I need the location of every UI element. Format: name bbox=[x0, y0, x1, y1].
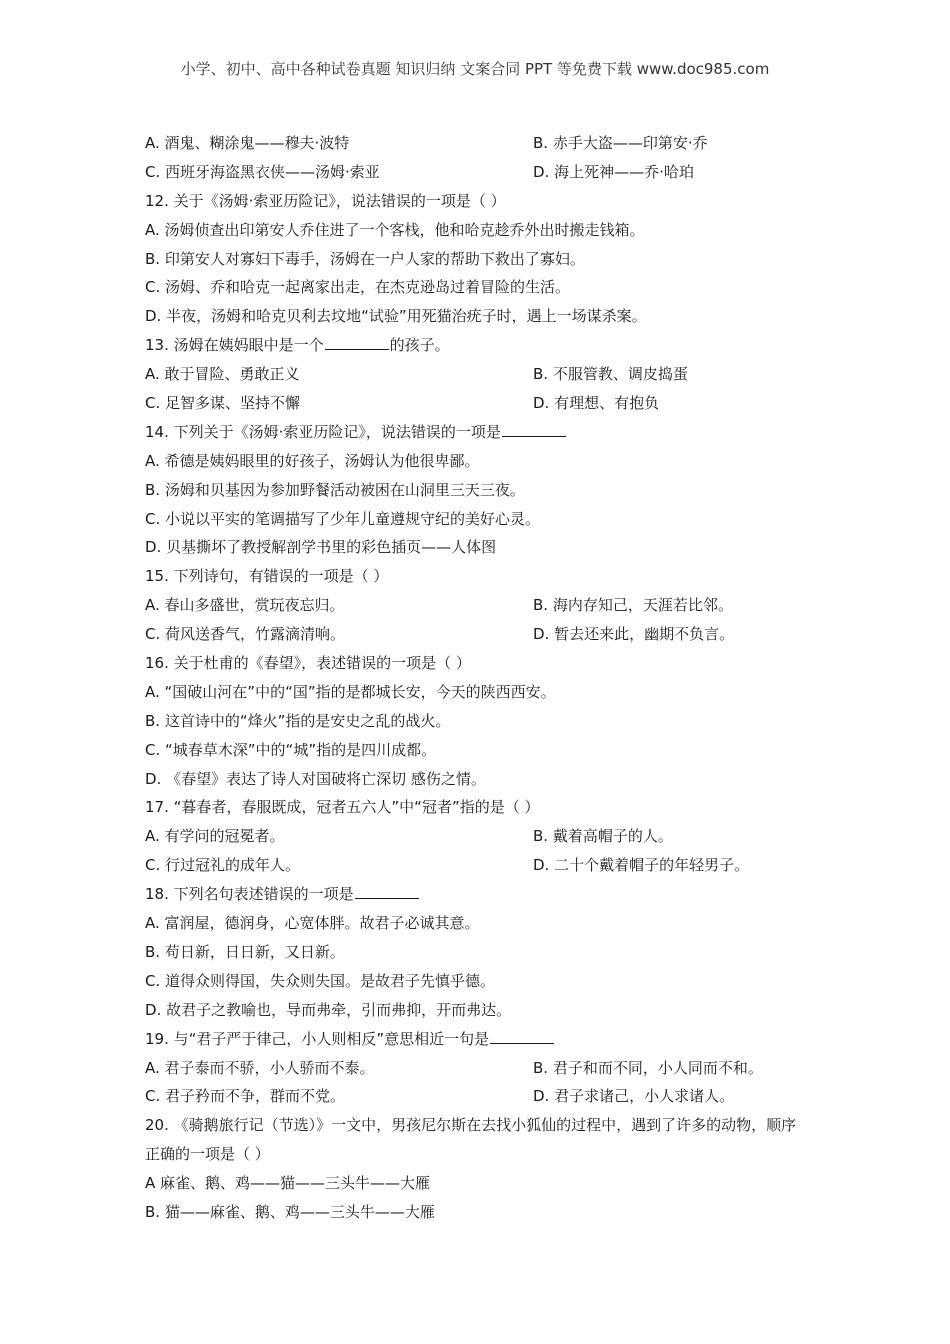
option: C. 君子矜而不争，群而不党。 bbox=[145, 1087, 346, 1106]
option: C. 西班牙海盗黑衣侠——汤姆·索亚 bbox=[145, 162, 380, 181]
option: A 麻雀、鹅、鸡——猫——三头牛——大雁 bbox=[145, 1174, 431, 1193]
option-row bbox=[145, 822, 805, 851]
option: B. 这首诗中的“烽火”指的是安史之乱的战火。 bbox=[145, 711, 451, 730]
option-row bbox=[145, 389, 805, 418]
question-list bbox=[145, 129, 805, 1227]
option: D. 暂去还来此，幽期不负言。 bbox=[533, 625, 735, 644]
option: A. 敢于冒险、勇敢正义 bbox=[145, 365, 300, 384]
stem-text: 13. 汤姆在姨妈眼中是一个 bbox=[145, 336, 324, 355]
option: B. 戴着高帽子的人。 bbox=[533, 827, 673, 846]
question-stem bbox=[145, 880, 805, 909]
option: A. “国破山河在”中的“国”指的是都城长安，今天的陕西西安。 bbox=[145, 682, 556, 701]
option-row bbox=[145, 620, 805, 649]
option-row bbox=[145, 1054, 805, 1083]
option: D. 半夜，汤姆和哈克贝利去坟地“试验”用死猫治疣子时，遇上一场谋杀案。 bbox=[145, 307, 647, 326]
stem-text: 19. 与“君子严于律己，小人则相反”意思相近一句是 bbox=[145, 1029, 490, 1048]
option: D. 有理想、有抱负 bbox=[533, 394, 660, 413]
option: B. 不服管教、调皮捣蛋 bbox=[533, 365, 688, 384]
option-row bbox=[145, 360, 805, 389]
option: D. 君子求诸己，小人求诸人。 bbox=[533, 1087, 735, 1106]
option: C. 行过冠礼的成年人。 bbox=[145, 856, 301, 875]
option: B. 猫——麻雀、鹅、鸡——三头牛——大雁 bbox=[145, 1202, 435, 1221]
answer-blank bbox=[490, 1027, 554, 1044]
option: B. 君子和而不同，小人同而不和。 bbox=[533, 1058, 763, 1077]
option: C. 汤姆、乔和哈克一起离家出走，在杰克逊岛过着冒险的生活。 bbox=[145, 278, 571, 297]
option: A. 汤姆侦查出印第安人乔住进了一个客栈，他和哈克趁乔外出时搬走钱箱。 bbox=[145, 220, 645, 239]
option: D. 海上死神——乔·哈珀 bbox=[533, 162, 694, 181]
option: D. 二十个戴着帽子的年轻男子。 bbox=[533, 856, 750, 875]
question-stem: 16. 关于杜甫的《春望》，表述错误的一项是（ ） bbox=[145, 654, 471, 673]
question-stem: 17. “暮春者，春服既成，冠者五六人”中“冠者”指的是（ ） bbox=[145, 798, 540, 817]
answer-blank bbox=[502, 420, 566, 437]
option: C. “城春草木深”中的“城”指的是四川成都。 bbox=[145, 740, 437, 759]
option: D. 故君子之教喻也，导而弗牵，引而弗抑，开而弗达。 bbox=[145, 1000, 512, 1019]
option: B. 赤手大盗——印第安·乔 bbox=[533, 134, 708, 152]
option: C. 小说以平实的笔调描写了少年儿童遵规守纪的美好心灵。 bbox=[145, 509, 541, 528]
option: C. 荷风送香气，竹露滴清响。 bbox=[145, 625, 346, 644]
option-row bbox=[145, 158, 805, 187]
option: B. 汤姆和贝基因为参加野餐活动被困在山洞里三天三夜。 bbox=[145, 480, 525, 499]
question-stem bbox=[145, 418, 805, 447]
option-row bbox=[145, 129, 805, 158]
question-stem: 12. 关于《汤姆·索亚历险记》，说法错误的一项是（ ） bbox=[145, 191, 506, 210]
answer-blank bbox=[355, 882, 419, 899]
option: A. 君子泰而不骄，小人骄而不泰。 bbox=[145, 1058, 375, 1077]
question-stem bbox=[145, 331, 805, 360]
option: B. 印第安人对寡妇下毒手，汤姆在一户人家的帮助下救出了寡妇。 bbox=[145, 249, 585, 268]
option: A. 富润屋，德润身，心宽体胖。故君子必诚其意。 bbox=[145, 914, 480, 933]
option: A. 酒鬼、糊涂鬼——穆夫·波特 bbox=[145, 134, 350, 152]
option: C. 足智多谋、坚持不懈 bbox=[145, 394, 301, 413]
question-stem: 20. 《骑鹅旅行记（节选）》一文中，男孩尼尔斯在去找小狐仙的过程中，遇到了许多的动物，顺序正确的一项是（ ） bbox=[145, 1116, 797, 1164]
question-stem: 15. 下列诗句，有错误的一项是（ ） bbox=[145, 567, 389, 586]
option: D. 贝基撕坏了教授解剖学书里的彩色插页——人体图 bbox=[145, 538, 497, 557]
stem-text: 的孩子。 bbox=[389, 336, 450, 355]
question-stem bbox=[145, 1025, 805, 1054]
option: A. 希德是姨妈眼里的好孩子，汤姆认为他很卑鄙。 bbox=[145, 451, 480, 470]
option: B. 海内存知己，天涯若比邻。 bbox=[533, 596, 733, 615]
option-row bbox=[145, 591, 805, 620]
option: A. 有学问的冠冕者。 bbox=[145, 827, 285, 846]
option: D. 《春望》表达了诗人对国破将亡深切 感伤之情。 bbox=[145, 769, 486, 788]
answer-blank bbox=[325, 333, 389, 350]
option-row bbox=[145, 1082, 805, 1111]
stem-text: 18. 下列名句表述错误的一项是 bbox=[145, 885, 354, 904]
option: A. 春山多盛世，赏玩夜忘归。 bbox=[145, 596, 345, 615]
option: C. 道得众则得国，失众则失国。是故君子先慎乎德。 bbox=[145, 971, 496, 990]
page-header: 小学、初中、高中各种试卷真题 知识归纳 文案合同 PPT 等免费下载 www.doc985.com bbox=[180, 60, 770, 78]
stem-text: 14. 下列关于《汤姆·索亚历险记》，说法错误的一项是 bbox=[145, 422, 501, 441]
option: B. 苟日新，日日新，又日新。 bbox=[145, 942, 345, 961]
option-row bbox=[145, 851, 805, 880]
